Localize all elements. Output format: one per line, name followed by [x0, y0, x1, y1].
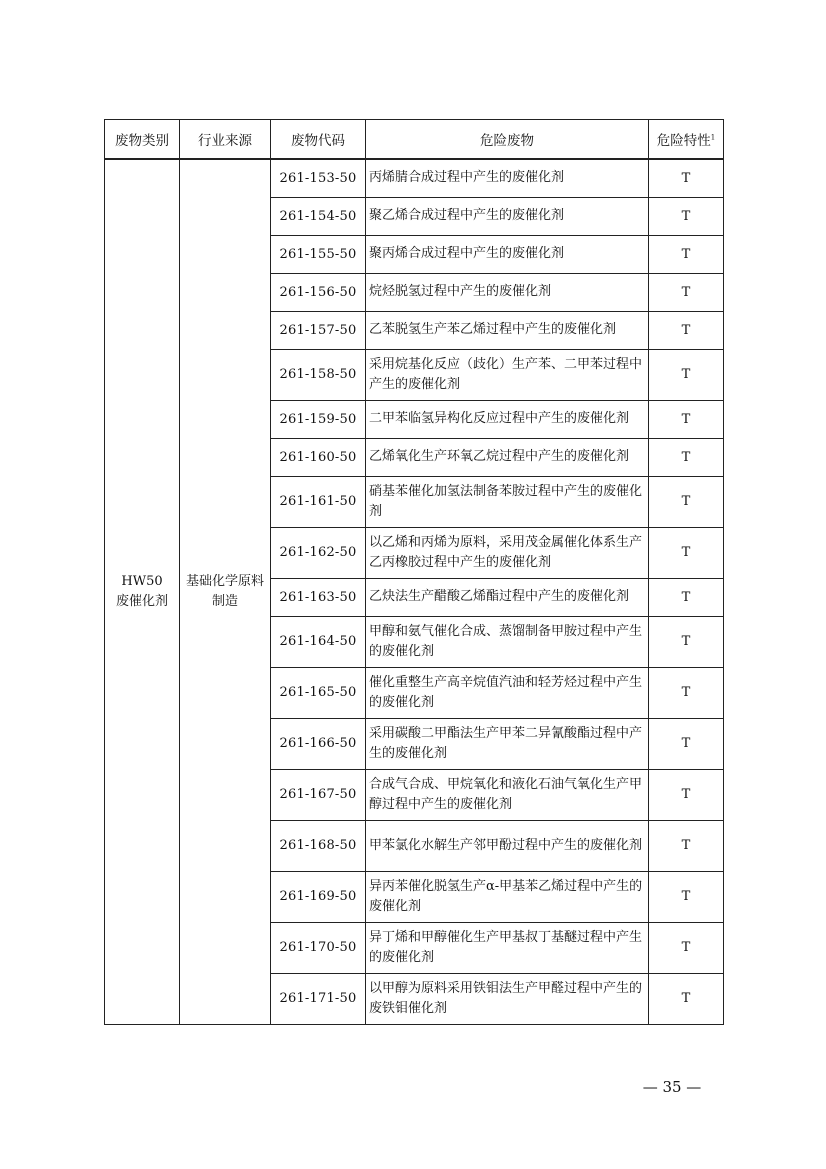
header-hazard — [649, 120, 724, 160]
waste-description: 甲醇和氨气催化合成、蒸馏制备甲胺过程中产生的废催化剂 — [366, 616, 649, 667]
waste-code: 261-153-50 — [271, 159, 366, 197]
header-hazard-label: 危险特性 — [656, 133, 711, 149]
hazard-property: T — [649, 616, 724, 667]
header-waste: 危险废物 — [366, 120, 649, 160]
waste-code: 261-163-50 — [271, 578, 366, 616]
table-row — [105, 159, 724, 197]
waste-description: 烷烃脱氢过程中产生的废催化剂 — [366, 273, 649, 311]
waste-code: 261-166-50 — [271, 718, 366, 769]
hazard-property: T — [649, 311, 724, 349]
waste-description: 异丁烯和甲醇催化生产甲基叔丁基醚过程中产生的废催化剂 — [366, 922, 649, 973]
waste-description: 聚丙烯合成过程中产生的废催化剂 — [366, 235, 649, 273]
waste-description: 以乙烯和丙烯为原料，采用茂金属催化体系生产乙丙橡胶过程中产生的废催化剂 — [366, 527, 649, 578]
waste-description: 合成气合成、甲烷氧化和液化石油气氧化生产甲醇过程中产生的废催化剂 — [366, 769, 649, 820]
hazard-property: T — [649, 527, 724, 578]
hazard-property: T — [649, 667, 724, 718]
category-code: HW50 — [121, 573, 163, 589]
hazard-property: T — [649, 973, 724, 1024]
hazard-property: T — [649, 476, 724, 527]
category-cell — [105, 159, 180, 1024]
hazard-property: T — [649, 438, 724, 476]
hazard-property: T — [649, 400, 724, 438]
hazard-property: T — [649, 235, 724, 273]
industry-cell — [180, 159, 271, 1024]
hazard-footnote-marker: 1 — [710, 133, 716, 142]
table-header-row — [105, 120, 724, 160]
waste-description: 异丙苯催化脱氢生产α-甲基苯乙烯过程中产生的废催化剂 — [366, 871, 649, 922]
waste-description: 乙炔法生产醋酸乙烯酯过程中产生的废催化剂 — [366, 578, 649, 616]
page-number: — 35 — — [642, 1078, 702, 1096]
waste-description: 乙烯氧化生产环氧乙烷过程中产生的废催化剂 — [366, 438, 649, 476]
hazard-property: T — [649, 769, 724, 820]
waste-description: 采用烷基化反应（歧化）生产苯、二甲苯过程中产生的废催化剂 — [366, 349, 649, 400]
waste-description: 丙烯腈合成过程中产生的废催化剂 — [366, 159, 649, 197]
waste-code: 261-161-50 — [271, 476, 366, 527]
waste-code: 261-162-50 — [271, 527, 366, 578]
category-name: 废催化剂 — [115, 593, 168, 609]
header-category: 废物类别 — [105, 120, 180, 160]
hazard-property: T — [649, 718, 724, 769]
waste-description: 聚乙烯合成过程中产生的废催化剂 — [366, 197, 649, 235]
hazard-property: T — [649, 349, 724, 400]
waste-code: 261-154-50 — [271, 197, 366, 235]
hazard-property: T — [649, 159, 724, 197]
waste-code: 261-170-50 — [271, 922, 366, 973]
hazard-property: T — [649, 820, 724, 871]
waste-code: 261-168-50 — [271, 820, 366, 871]
waste-code: 261-160-50 — [271, 438, 366, 476]
waste-code: 261-165-50 — [271, 667, 366, 718]
hazard-property: T — [649, 273, 724, 311]
waste-code: 261-169-50 — [271, 871, 366, 922]
waste-description: 硝基苯催化加氢法制备苯胺过程中产生的废催化剂 — [366, 476, 649, 527]
hazard-property: T — [649, 197, 724, 235]
hazard-property: T — [649, 578, 724, 616]
waste-description: 甲苯氯化水解生产邻甲酚过程中产生的废催化剂 — [366, 820, 649, 871]
waste-description: 以甲醇为原料采用铁钼法生产甲醛过程中产生的废铁钼催化剂 — [366, 973, 649, 1024]
waste-code: 261-155-50 — [271, 235, 366, 273]
waste-code: 261-164-50 — [271, 616, 366, 667]
hazard-property: T — [649, 871, 724, 922]
waste-code: 261-158-50 — [271, 349, 366, 400]
header-industry: 行业来源 — [180, 120, 271, 160]
waste-code: 261-167-50 — [271, 769, 366, 820]
waste-description: 催化重整生产高辛烷值汽油和轻芳烃过程中产生的废催化剂 — [366, 667, 649, 718]
header-code: 废物代码 — [271, 120, 366, 160]
waste-code: 261-156-50 — [271, 273, 366, 311]
waste-description: 采用碳酸二甲酯法生产甲苯二异氰酸酯过程中产生的废催化剂 — [366, 718, 649, 769]
industry-line-2: 制造 — [211, 593, 238, 609]
waste-code: 261-159-50 — [271, 400, 366, 438]
hazardous-waste-table — [104, 119, 724, 1025]
industry-line-1: 基础化学原料 — [185, 573, 264, 589]
waste-description: 二甲苯临氢异构化反应过程中产生的废催化剂 — [366, 400, 649, 438]
waste-description: 乙苯脱氢生产苯乙烯过程中产生的废催化剂 — [366, 311, 649, 349]
waste-code: 261-171-50 — [271, 973, 366, 1024]
table-body — [105, 159, 724, 1024]
waste-code: 261-157-50 — [271, 311, 366, 349]
hazard-property: T — [649, 922, 724, 973]
